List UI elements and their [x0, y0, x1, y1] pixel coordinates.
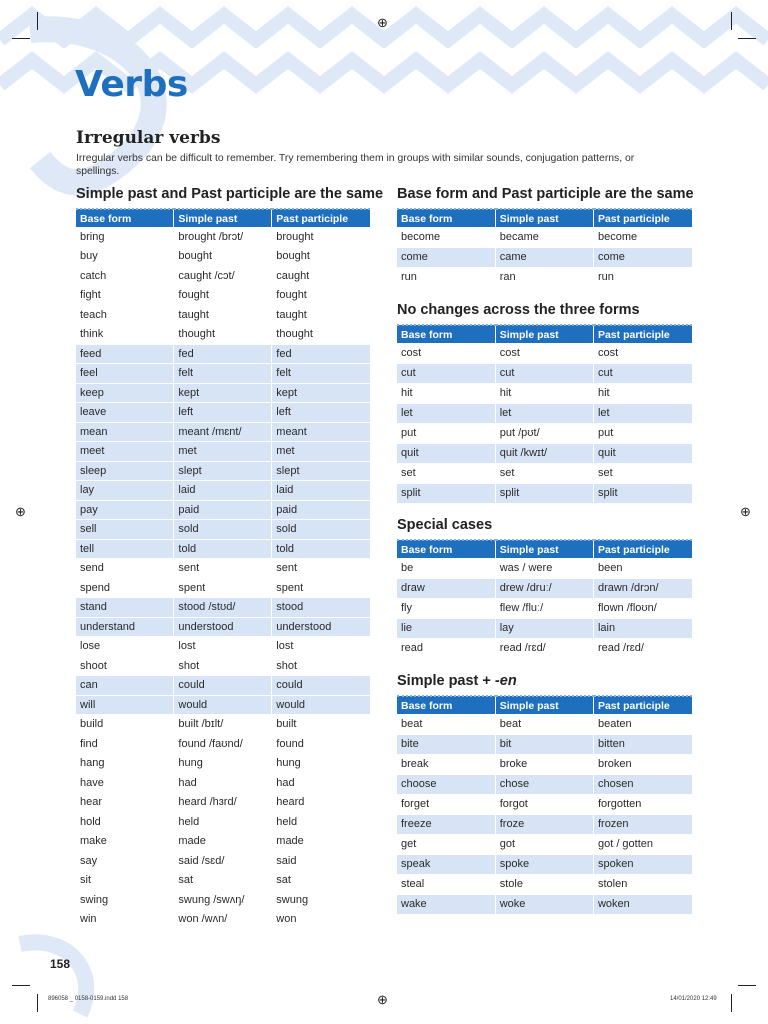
cell-simple-past: taught — [174, 305, 272, 325]
cell-past-participle: told — [272, 539, 370, 559]
cell-base-form: cut — [397, 363, 495, 383]
cell-past-participle: kept — [272, 383, 370, 403]
cell-base-form: lay — [76, 481, 174, 501]
cell-simple-past: came — [495, 247, 593, 267]
table-row — [76, 539, 370, 559]
cell-simple-past: made — [174, 832, 272, 852]
cell-base-form: be — [397, 558, 495, 578]
cell-base-form: hit — [397, 383, 495, 403]
table-row — [76, 325, 370, 345]
table-header-row — [397, 540, 692, 558]
cell-past-participle: quit — [593, 443, 692, 463]
cell-base-form: run — [397, 267, 495, 287]
cell-base-form: sell — [76, 520, 174, 540]
cell-base-form: come — [397, 247, 495, 267]
cell-past-participle: laid — [272, 481, 370, 501]
cell-base-form: become — [397, 227, 495, 247]
cell-past-participle: stolen — [593, 874, 692, 894]
table-row — [76, 812, 370, 832]
cell-past-participle: shot — [272, 656, 370, 676]
table-row — [76, 344, 370, 364]
cell-base-form: catch — [76, 266, 174, 286]
table-row — [397, 267, 692, 287]
cell-simple-past: left — [174, 403, 272, 423]
table-row — [76, 695, 370, 715]
table-row — [76, 286, 370, 306]
cell-base-form: spend — [76, 578, 174, 598]
table-row — [76, 871, 370, 891]
crop-mark — [731, 994, 732, 1012]
cell-past-participle: split — [593, 483, 692, 503]
table-row — [76, 676, 370, 696]
table-row — [76, 559, 370, 579]
cell-simple-past: beat — [495, 714, 593, 734]
cell-simple-past: would — [174, 695, 272, 715]
heading-same-past-participle: Simple past and Past participle are the same — [76, 186, 384, 202]
cell-past-participle: found — [272, 734, 370, 754]
table-row — [397, 874, 692, 894]
cell-base-form: pay — [76, 500, 174, 520]
cell-simple-past: bit — [495, 734, 593, 754]
crop-mark — [37, 12, 38, 30]
cell-past-participle: woken — [593, 894, 692, 914]
cell-past-participle: lost — [272, 637, 370, 657]
cell-simple-past: meant /mɛnt/ — [174, 422, 272, 442]
cell-base-form: say — [76, 851, 174, 871]
table-row — [76, 832, 370, 852]
cell-past-participle: taught — [272, 305, 370, 325]
cell-simple-past: built /bɪlt/ — [174, 715, 272, 735]
cell-base-form: hang — [76, 754, 174, 774]
cell-base-form: win — [76, 910, 174, 930]
cell-past-participle: let — [593, 403, 692, 423]
column-header-base-form: Base form — [397, 325, 495, 343]
table-row — [397, 814, 692, 834]
crop-mark — [37, 994, 38, 1012]
cell-base-form: shoot — [76, 656, 174, 676]
cell-base-form: quit — [397, 443, 495, 463]
cell-simple-past: set — [495, 463, 593, 483]
cell-past-participle: cost — [593, 343, 692, 363]
cell-base-form: split — [397, 483, 495, 503]
table-row — [76, 851, 370, 871]
cell-past-participle: broken — [593, 754, 692, 774]
cell-past-participle: sent — [272, 559, 370, 579]
cell-past-participle: put — [593, 423, 692, 443]
cell-past-participle: chosen — [593, 774, 692, 794]
cell-base-form: can — [76, 676, 174, 696]
cell-past-participle: made — [272, 832, 370, 852]
cell-past-participle: sold — [272, 520, 370, 540]
table-row — [397, 483, 692, 503]
cell-base-form: sit — [76, 871, 174, 891]
cell-base-form: stand — [76, 598, 174, 618]
cell-simple-past: found /faʊnd/ — [174, 734, 272, 754]
cell-past-participle: said — [272, 851, 370, 871]
cell-past-participle: flown /floʊn/ — [593, 598, 692, 618]
column-header-base-form: Base form — [397, 540, 495, 558]
table-row — [397, 363, 692, 383]
cell-simple-past: drew /druː/ — [495, 578, 593, 598]
cell-past-participle: could — [272, 676, 370, 696]
cell-past-participle: got / gotten — [593, 834, 692, 854]
cell-base-form: fly — [397, 598, 495, 618]
registration-mark-icon: ⊕ — [740, 504, 751, 519]
heading-simple-past-en: Simple past + -en — [397, 673, 517, 689]
cell-base-form: speak — [397, 854, 495, 874]
column-header-base-form: Base form — [397, 209, 495, 227]
cell-base-form: fight — [76, 286, 174, 306]
cell-simple-past: froze — [495, 814, 593, 834]
table-row — [76, 910, 370, 930]
registration-mark-icon: ⊕ — [377, 15, 388, 30]
cell-past-participle: built — [272, 715, 370, 735]
cell-base-form: let — [397, 403, 495, 423]
heading-special-cases: Special cases — [397, 517, 493, 533]
cell-simple-past: met — [174, 442, 272, 462]
table-row — [397, 247, 692, 267]
cell-base-form: hold — [76, 812, 174, 832]
cell-simple-past: paid — [174, 500, 272, 520]
table-row — [397, 774, 692, 794]
cell-past-participle: met — [272, 442, 370, 462]
cell-past-participle: spent — [272, 578, 370, 598]
cell-base-form: build — [76, 715, 174, 735]
crop-mark — [12, 985, 30, 986]
cell-simple-past: stood /stʊd/ — [174, 598, 272, 618]
table-row — [397, 578, 692, 598]
registration-mark-icon: ⊕ — [15, 504, 26, 519]
cell-simple-past: felt — [174, 364, 272, 384]
cell-simple-past: shot — [174, 656, 272, 676]
cell-base-form: send — [76, 559, 174, 579]
table-header-row — [397, 696, 692, 714]
cell-past-participle: spoken — [593, 854, 692, 874]
table-row — [397, 443, 692, 463]
table-row — [76, 773, 370, 793]
table-row — [397, 227, 692, 247]
cell-base-form: feel — [76, 364, 174, 384]
cell-base-form: set — [397, 463, 495, 483]
cell-simple-past: ran — [495, 267, 593, 287]
cell-simple-past: had — [174, 773, 272, 793]
cell-simple-past: got — [495, 834, 593, 854]
cell-past-participle: caught — [272, 266, 370, 286]
verb-table-simple-past-en — [397, 695, 692, 915]
cell-base-form: meet — [76, 442, 174, 462]
verb-table-same-base-participle — [397, 208, 692, 288]
table-row — [76, 305, 370, 325]
table-row — [76, 617, 370, 637]
cell-base-form: will — [76, 695, 174, 715]
table-row — [76, 227, 370, 247]
decorative-swirl-bottom — [0, 924, 110, 1024]
crop-mark — [731, 12, 732, 30]
table-row — [397, 343, 692, 363]
table-row — [76, 715, 370, 735]
table-row — [397, 638, 692, 658]
cell-base-form: bite — [397, 734, 495, 754]
column-header-past-participle: Past participle — [593, 209, 692, 227]
cell-base-form: swing — [76, 890, 174, 910]
cell-simple-past: fed — [174, 344, 272, 364]
cell-past-participle: bitten — [593, 734, 692, 754]
cell-base-form: lie — [397, 618, 495, 638]
verb-table-no-changes — [397, 324, 692, 504]
cell-base-form: find — [76, 734, 174, 754]
table-row — [76, 754, 370, 774]
cell-simple-past: brought /brɔt/ — [174, 227, 272, 247]
cell-simple-past: fought — [174, 286, 272, 306]
cell-base-form: tell — [76, 539, 174, 559]
cell-base-form: get — [397, 834, 495, 854]
cell-simple-past: hit — [495, 383, 593, 403]
cell-base-form: wake — [397, 894, 495, 914]
table-row — [397, 423, 692, 443]
crop-mark — [12, 38, 30, 39]
table-row — [76, 637, 370, 657]
table-row — [76, 442, 370, 462]
registration-mark-icon: ⊕ — [377, 992, 388, 1007]
cell-simple-past: quit /kwɪt/ — [495, 443, 593, 463]
table-row — [397, 403, 692, 423]
cell-simple-past: was / were — [495, 558, 593, 578]
intro-text: Irregular verbs can be difficult to remember. Try remembering them in groups with similar sounds, conjugation patterns, or spellings. — [76, 153, 635, 177]
cell-base-form: make — [76, 832, 174, 852]
cell-base-form: freeze — [397, 814, 495, 834]
cell-base-form: cost — [397, 343, 495, 363]
cell-past-participle: frozen — [593, 814, 692, 834]
column-header-past-participle: Past participle — [593, 540, 692, 558]
cell-simple-past: sent — [174, 559, 272, 579]
cell-simple-past: woke — [495, 894, 593, 914]
cell-past-participle: meant — [272, 422, 370, 442]
cell-simple-past: caught /cɔt/ — [174, 266, 272, 286]
cell-past-participle: felt — [272, 364, 370, 384]
cell-simple-past: heard /hɜrd/ — [174, 793, 272, 813]
cell-simple-past: stole — [495, 874, 593, 894]
cell-simple-past: hung — [174, 754, 272, 774]
heading-same-base-participle: Base form and Past participle are the same — [397, 186, 694, 202]
cell-past-participle: heard — [272, 793, 370, 813]
column-header-simple-past: Simple past — [495, 540, 593, 558]
page-number: 158 — [50, 957, 71, 971]
cell-simple-past: forgot — [495, 794, 593, 814]
cell-past-participle: cut — [593, 363, 692, 383]
cell-simple-past: lost — [174, 637, 272, 657]
footer-timestamp: 14/01/2020 12:49 — [670, 996, 717, 1002]
column-header-base-form: Base form — [76, 209, 174, 227]
crop-mark — [738, 985, 756, 986]
cell-simple-past: could — [174, 676, 272, 696]
cell-base-form: teach — [76, 305, 174, 325]
table-header-row — [76, 209, 370, 227]
table-row — [76, 520, 370, 540]
cell-base-form: understand — [76, 617, 174, 637]
cell-past-participle: lain — [593, 618, 692, 638]
column-header-past-participle: Past participle — [272, 209, 370, 227]
column-header-simple-past: Simple past — [495, 325, 593, 343]
cell-past-participle: come — [593, 247, 692, 267]
table-row — [76, 481, 370, 501]
cell-simple-past: kept — [174, 383, 272, 403]
table-row — [397, 618, 692, 638]
cell-base-form: hear — [76, 793, 174, 813]
cell-base-form: put — [397, 423, 495, 443]
cell-past-participle: brought — [272, 227, 370, 247]
column-header-simple-past: Simple past — [174, 209, 272, 227]
table-row — [397, 598, 692, 618]
verb-table-special-cases — [397, 539, 692, 659]
table-row — [76, 598, 370, 618]
table-row — [397, 383, 692, 403]
column-header-simple-past: Simple past — [495, 209, 593, 227]
table-row — [397, 854, 692, 874]
cell-base-form: forget — [397, 794, 495, 814]
cell-base-form: think — [76, 325, 174, 345]
column-header-simple-past: Simple past — [495, 696, 593, 714]
table-row — [397, 834, 692, 854]
cell-past-participle: hit — [593, 383, 692, 403]
footer-file-info: 896058 _ 0158-0159.indd 158 — [48, 996, 129, 1002]
table-row — [76, 364, 370, 384]
cell-base-form: lose — [76, 637, 174, 657]
cell-simple-past: cost — [495, 343, 593, 363]
table-row — [76, 461, 370, 481]
cell-simple-past: held — [174, 812, 272, 832]
cell-past-participle: beaten — [593, 714, 692, 734]
section-subtitle: Irregular verbs — [76, 128, 221, 148]
cell-past-participle: understood — [272, 617, 370, 637]
column-header-past-participle: Past participle — [593, 325, 692, 343]
cell-past-participle: sat — [272, 871, 370, 891]
page-title: Verbs — [75, 64, 188, 105]
cell-simple-past: became — [495, 227, 593, 247]
cell-base-form: read — [397, 638, 495, 658]
cell-simple-past: slept — [174, 461, 272, 481]
cell-simple-past: spoke — [495, 854, 593, 874]
cell-base-form: have — [76, 773, 174, 793]
cell-simple-past: broke — [495, 754, 593, 774]
table-header-row — [397, 325, 692, 343]
cell-past-participle: left — [272, 403, 370, 423]
cell-past-participle: forgotten — [593, 794, 692, 814]
cell-past-participle: would — [272, 695, 370, 715]
cell-simple-past: lay — [495, 618, 593, 638]
cell-past-participle: paid — [272, 500, 370, 520]
cell-base-form: beat — [397, 714, 495, 734]
cell-past-participle: slept — [272, 461, 370, 481]
table-row — [397, 734, 692, 754]
table-row — [397, 794, 692, 814]
table-row — [76, 656, 370, 676]
cell-past-participle: run — [593, 267, 692, 287]
cell-past-participle: fed — [272, 344, 370, 364]
column-header-past-participle: Past participle — [593, 696, 692, 714]
table-row — [76, 383, 370, 403]
cell-simple-past: read /rɛd/ — [495, 638, 593, 658]
cell-simple-past: laid — [174, 481, 272, 501]
cell-simple-past: understood — [174, 617, 272, 637]
table-row — [76, 500, 370, 520]
table-row — [76, 422, 370, 442]
cell-base-form: sleep — [76, 461, 174, 481]
cell-past-participle: swung — [272, 890, 370, 910]
cell-base-form: mean — [76, 422, 174, 442]
table-row — [76, 793, 370, 813]
table-row — [76, 247, 370, 267]
cell-past-participle: bought — [272, 247, 370, 267]
cell-past-participle: read /rɛd/ — [593, 638, 692, 658]
cell-simple-past: thought — [174, 325, 272, 345]
cell-past-participle: become — [593, 227, 692, 247]
table-row — [76, 890, 370, 910]
cell-simple-past: bought — [174, 247, 272, 267]
cell-past-participle: thought — [272, 325, 370, 345]
cell-simple-past: let — [495, 403, 593, 423]
verb-table-same-past-participle — [76, 208, 370, 930]
cell-past-participle: set — [593, 463, 692, 483]
cell-past-participle: drawn /drɔn/ — [593, 578, 692, 598]
cell-simple-past: put /pʊt/ — [495, 423, 593, 443]
cell-simple-past: told — [174, 539, 272, 559]
cell-past-participle: been — [593, 558, 692, 578]
cell-past-participle: had — [272, 773, 370, 793]
table-row — [397, 463, 692, 483]
cell-base-form: bring — [76, 227, 174, 247]
table-row — [76, 266, 370, 286]
table-header-row — [397, 209, 692, 227]
table-row — [397, 754, 692, 774]
cell-base-form: choose — [397, 774, 495, 794]
cell-past-participle: held — [272, 812, 370, 832]
cell-simple-past: won /wʌn/ — [174, 910, 272, 930]
cell-base-form: steal — [397, 874, 495, 894]
cell-simple-past: cut — [495, 363, 593, 383]
cell-past-participle: hung — [272, 754, 370, 774]
cell-base-form: break — [397, 754, 495, 774]
cell-simple-past: sold — [174, 520, 272, 540]
cell-simple-past: spent — [174, 578, 272, 598]
column-header-base-form: Base form — [397, 696, 495, 714]
table-row — [397, 714, 692, 734]
table-row — [76, 403, 370, 423]
cell-past-participle: fought — [272, 286, 370, 306]
cell-simple-past: flew /fluː/ — [495, 598, 593, 618]
cell-base-form: feed — [76, 344, 174, 364]
cell-simple-past: split — [495, 483, 593, 503]
cell-base-form: leave — [76, 403, 174, 423]
cell-simple-past: swung /swʌŋ/ — [174, 890, 272, 910]
table-row — [76, 578, 370, 598]
table-row — [76, 734, 370, 754]
cell-simple-past: sat — [174, 871, 272, 891]
cell-base-form: keep — [76, 383, 174, 403]
table-row — [397, 894, 692, 914]
heading-no-changes: No changes across the three forms — [397, 302, 640, 318]
cell-simple-past: chose — [495, 774, 593, 794]
cell-base-form: draw — [397, 578, 495, 598]
cell-past-participle: won — [272, 910, 370, 930]
cell-simple-past: said /sɛd/ — [174, 851, 272, 871]
cell-past-participle: stood — [272, 598, 370, 618]
crop-mark — [738, 38, 756, 39]
cell-base-form: buy — [76, 247, 174, 267]
table-row — [397, 558, 692, 578]
